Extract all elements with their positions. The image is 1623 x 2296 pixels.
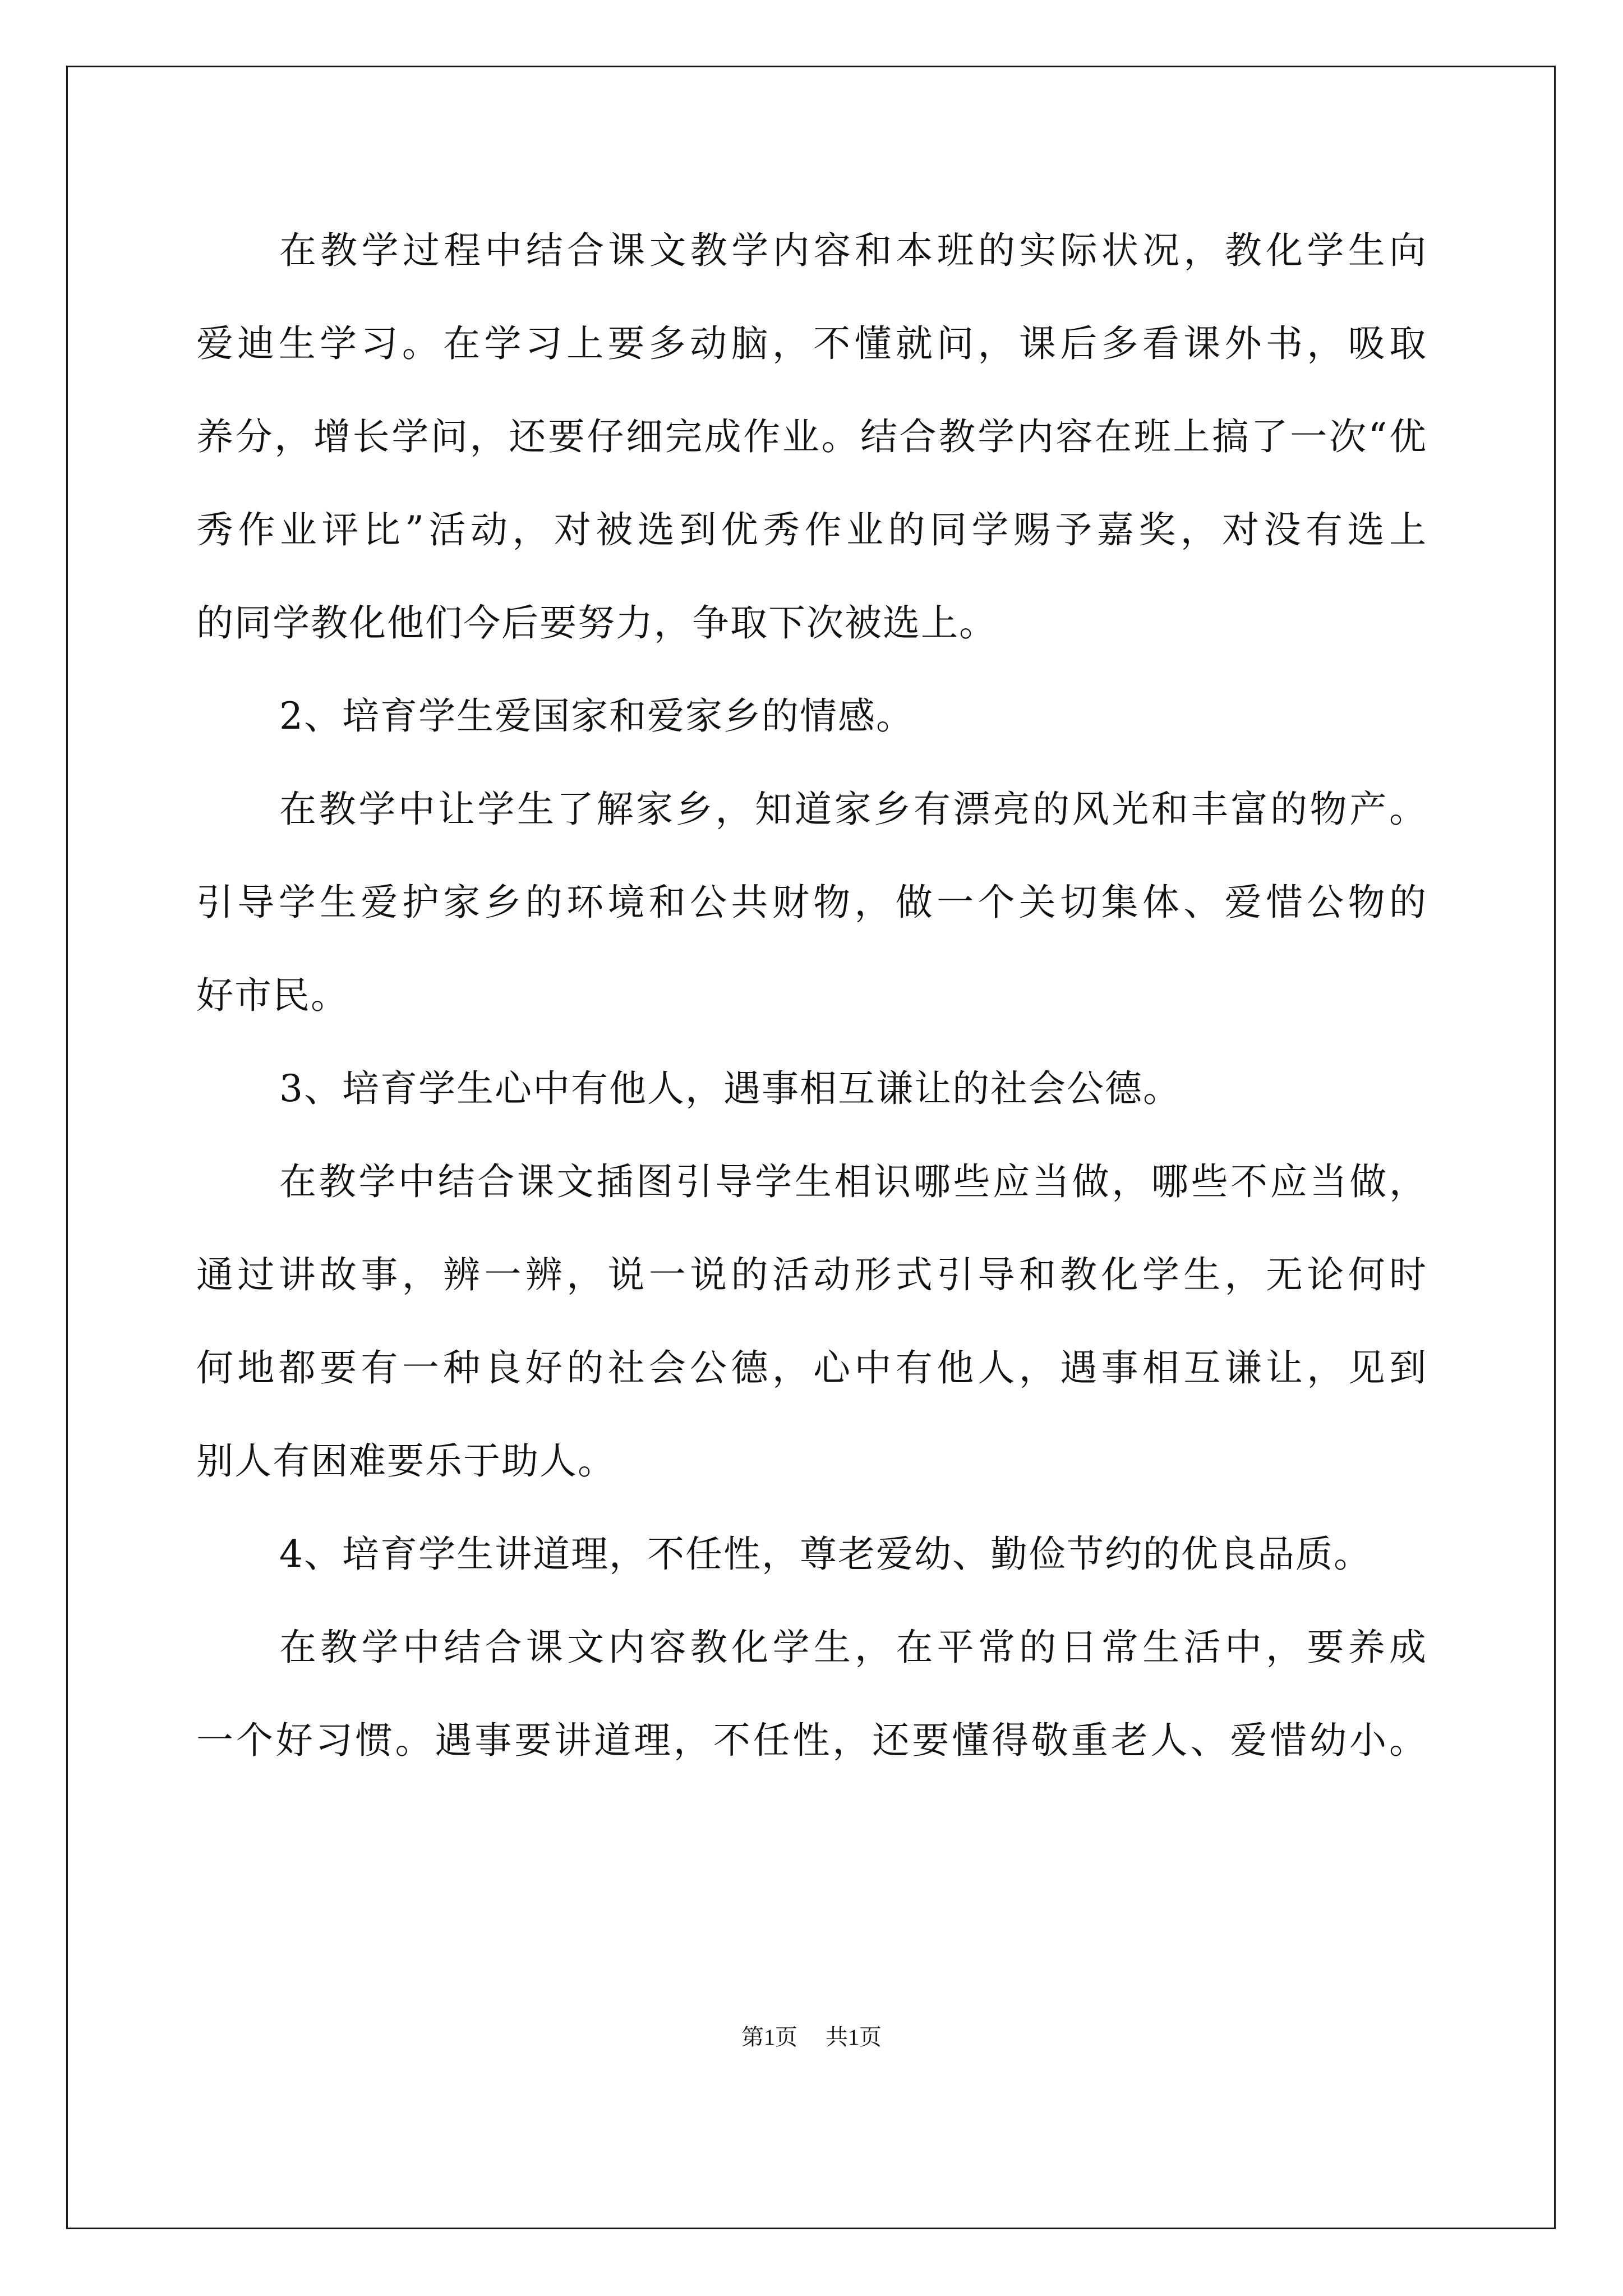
section-heading: 3、培育学生心中有他人，遇事相互谦让的社会公德。 xyxy=(279,1067,1181,1110)
paragraph-line: 秀作业评比”活动，对被选到优秀作业的同学赐予嘉奖，对没有选上 xyxy=(196,508,1427,551)
page-number-current: 第1页 xyxy=(741,2024,797,2050)
paragraph-line: 别人有困难要乐于助人。 xyxy=(196,1439,616,1483)
page-number-total: 共1页 xyxy=(826,2024,882,2050)
page-footer xyxy=(0,2026,1623,2049)
paragraph-line: 爱迪生学习。在学习上要多动脑，不懂就问，课后多看课外书，吸取 xyxy=(196,322,1427,365)
page-border xyxy=(66,66,1556,2229)
paragraph-line: 引导学生爱护家乡的环境和公共财物，做一个关切集体、爱惜公物的 xyxy=(196,881,1427,924)
paragraph-line: 养分，增长学问，还要仔细完成作业。结合教学内容在班上搞了一次“优 xyxy=(196,415,1427,458)
paragraph-line: 在教学过程中结合课文教学内容和本班的实际状况，教化学生向 xyxy=(279,229,1427,272)
paragraph-line: 的同学教化他们今后要努力，争取下次被选上。 xyxy=(196,601,997,645)
paragraph-line: 好市民。 xyxy=(196,974,349,1017)
section-heading: 4、培育学生讲道理，不任性，尊老爱幼、勤俭节约的优良品质。 xyxy=(279,1533,1372,1576)
paragraph-line: 通过讲故事，辨一辨，说一说的活动形式引导和教化学生，无论何时 xyxy=(196,1253,1427,1296)
paragraph-line: 何地都要有一种良好的社会公德，心中有他人，遇事相互谦让，见到 xyxy=(196,1346,1427,1389)
paragraph-line: 在教学中结合课文插图引导学生相识哪些应当做，哪些不应当做， xyxy=(279,1160,1427,1203)
paragraph-line: 在教学中让学生了解家乡，知道家乡有漂亮的风光和丰富的物产。 xyxy=(279,788,1427,831)
section-heading: 2、培育学生爱国家和爱家乡的情感。 xyxy=(279,694,914,738)
paragraph-line: 在教学中结合课文内容教化学生，在平常的日常生活中，要养成 xyxy=(279,1626,1427,1669)
paragraph-line: 一个好习惯。遇事要讲道理，不任性，还要懂得敬重老人、爱惜幼小。 xyxy=(196,1719,1427,1762)
